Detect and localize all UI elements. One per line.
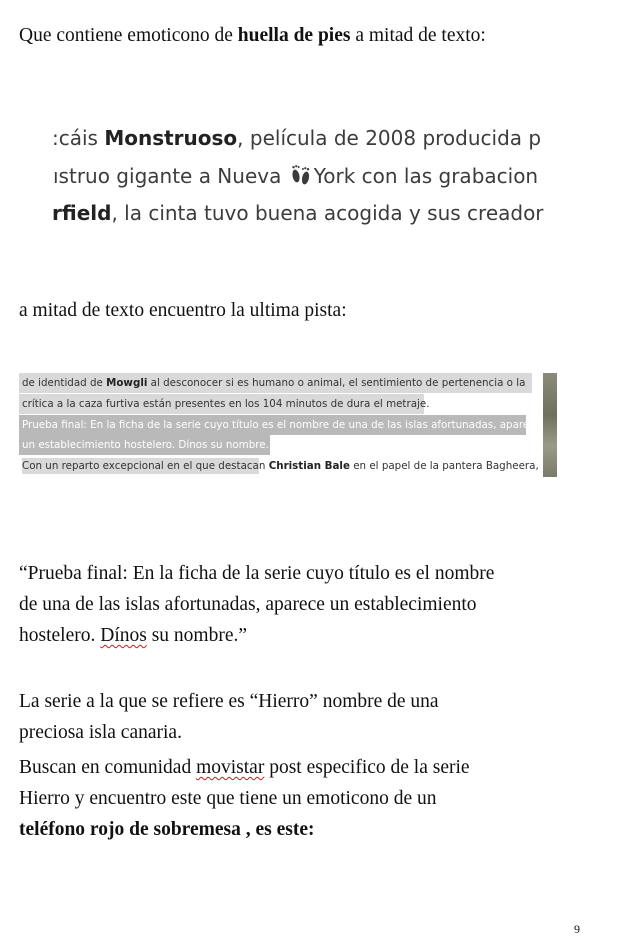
clue-bold: Mowgli xyxy=(106,377,148,389)
excerpt-bold: rfield xyxy=(52,201,112,225)
excerpt-text: ıstruo gigante a Nueva xyxy=(53,164,288,188)
explanation-line: preciosa isla canaria. xyxy=(19,722,182,743)
quote-line: hostelero. xyxy=(19,625,101,646)
screenshot-clue-excerpt xyxy=(19,373,557,477)
clue-bold: Christian Bale xyxy=(268,460,350,472)
quote-line: su nombre.” xyxy=(146,625,248,646)
intro-text: Que contiene emoticono de xyxy=(19,25,238,46)
quote-paragraph xyxy=(19,558,599,651)
page-number: 9 xyxy=(574,922,580,936)
clue-text: al desconocer si es humano o animal, el sentimiento de pertenencia o la xyxy=(147,377,526,389)
clue-text: de identidad de xyxy=(22,377,107,389)
excerpt-text: , la cinta tuvo buena acogida y sus creador xyxy=(111,201,544,225)
middle-text: a mitad de texto encuentro la ultima pista: xyxy=(19,300,347,321)
excerpt-text: :cáis xyxy=(52,126,105,150)
spellcheck-word: movistar xyxy=(196,757,265,778)
screenshot-footprint-excerpt xyxy=(52,118,544,246)
clue-text: en el papel de la pantera Bagheera, xyxy=(349,460,539,472)
excerpt-text: , película de 2008 producida p xyxy=(237,126,542,150)
clue-row-5 xyxy=(19,456,546,476)
search-line: Buscan en comunidad xyxy=(19,757,197,778)
intro-paragraph xyxy=(19,20,599,51)
footprints-icon xyxy=(289,163,313,187)
explanation-line: La serie a la que se refiere es “Hierro” nombre de una xyxy=(19,691,439,712)
clue-row-3-highlighted: Prueba final: En la ficha de la serie cuyo título es el nombre de una de las islas afortunadas, aparece xyxy=(19,415,526,435)
excerpt-line-3 xyxy=(52,201,544,225)
excerpt-text: York con las grabacion xyxy=(313,164,539,188)
intro-text-end: a mitad de texto: xyxy=(350,25,486,46)
excerpt-bold: Monstruoso xyxy=(104,126,238,150)
search-paragraph xyxy=(19,752,599,845)
explanation-paragraph xyxy=(19,686,599,748)
excerpt-line-1 xyxy=(52,126,541,150)
search-line: Hierro y encuentro este que tiene un emoticono de un xyxy=(19,788,437,809)
quote-line: “Prueba final: En la ficha de la serie cuyo título es el nombre xyxy=(19,563,495,584)
excerpt-line-2 xyxy=(53,163,538,188)
image-edge xyxy=(543,373,557,477)
intro-bold: huella de pies xyxy=(237,25,351,46)
clue-row-4-highlighted: un establecimiento hostelero. Dínos su nombre. xyxy=(19,435,270,455)
quote-line: de una de las islas afortunadas, aparece un establecimiento xyxy=(19,594,477,615)
clue-highlight: Con un reparto excepcional en el que destaca xyxy=(22,460,259,472)
middle-paragraph xyxy=(19,295,599,326)
clue-row-2: crítica a la caza furtiva están presentes en los 104 minutos de dura el metraje. xyxy=(19,394,424,414)
search-line: post especifico de la serie xyxy=(264,757,470,778)
clue-row-1 xyxy=(19,373,532,393)
clue-text: n xyxy=(258,460,269,472)
search-bold: teléfono rojo de sobremesa , es este: xyxy=(19,819,315,840)
spellcheck-word: Dínos xyxy=(100,625,147,646)
